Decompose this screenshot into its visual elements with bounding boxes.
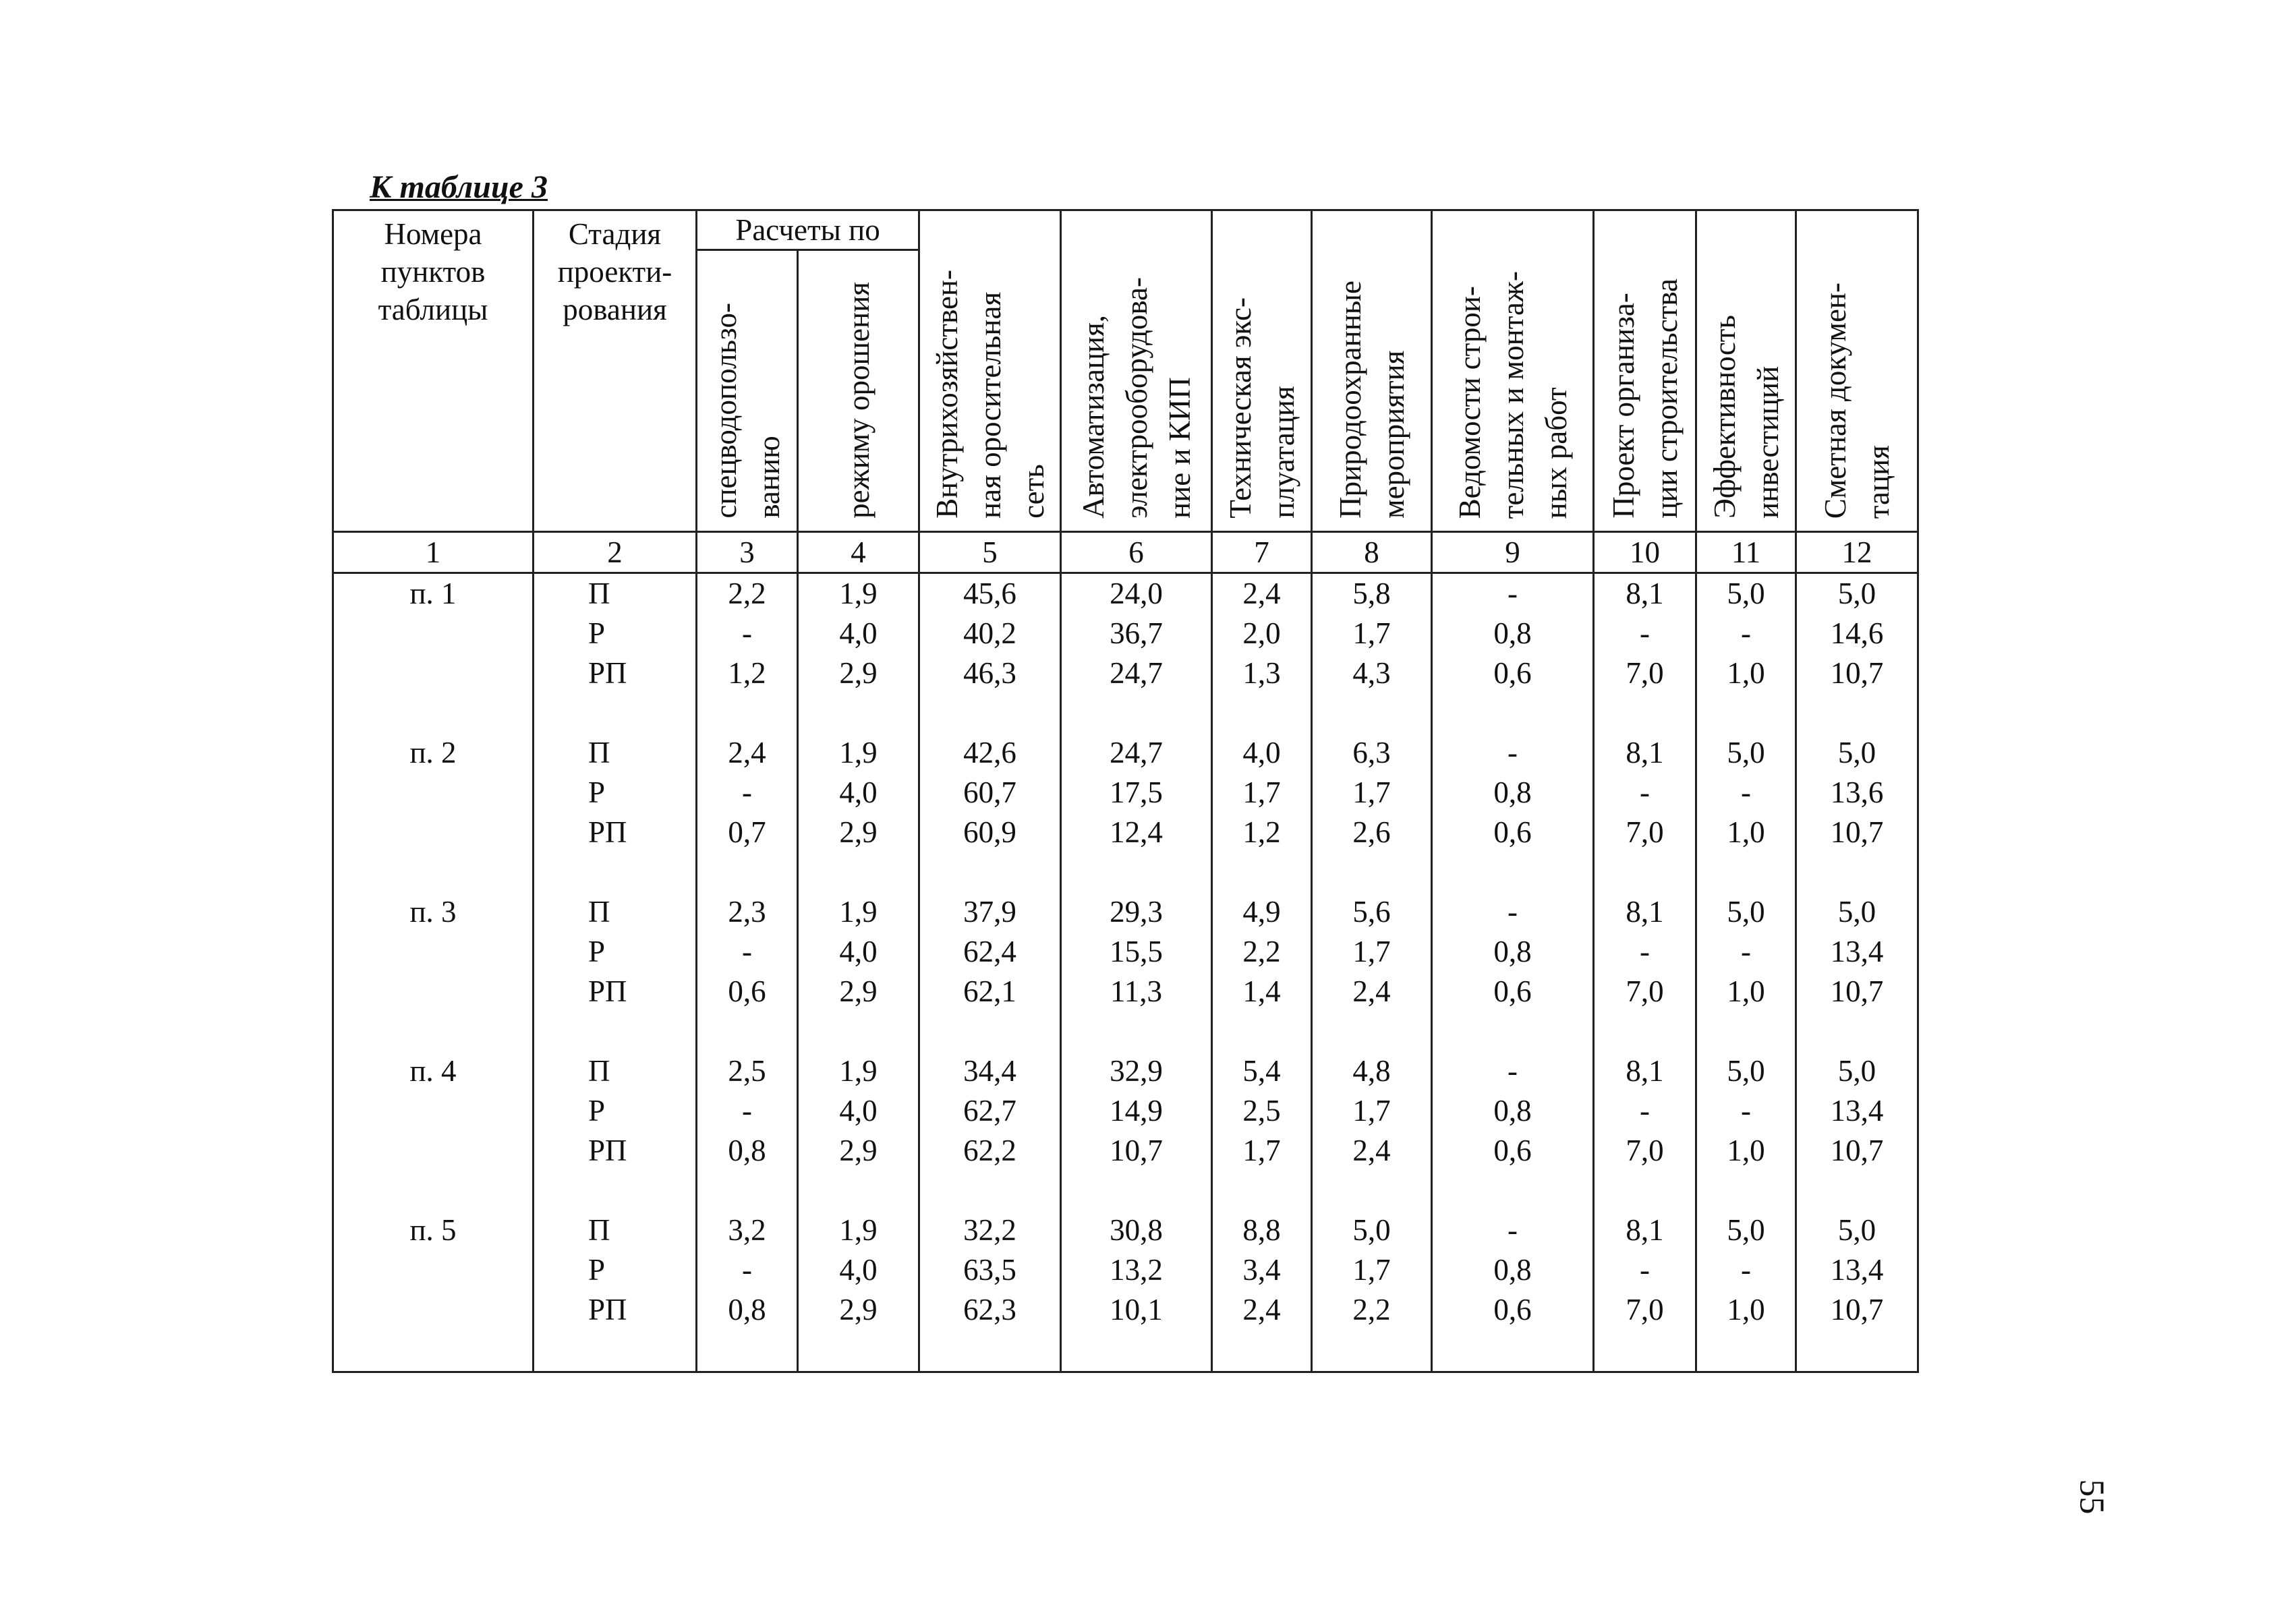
column-number: 6 <box>1061 532 1212 573</box>
header-special-water-use: спецводопользо- ванию <box>697 250 798 532</box>
special-water-use-column: 2,2 - 1,2 2,4 - 0,7 2,3 - 0,6 2,5 - 0,8 3,2 - 0,8 <box>697 573 798 1372</box>
work-statements-column: - 0,8 0,6 - 0,8 0,6 - 0,8 0,6 - 0,8 0,6 - 0,8 0,6 <box>1432 573 1594 1372</box>
technical-operation-column: 2,4 2,0 1,3 4,0 1,7 1,2 4,9 2,2 1,4 5,4 2,5 1,7 8,8 3,4 2,4 <box>1212 573 1312 1372</box>
header-design-stage: Стадия проекти- рования <box>534 210 697 532</box>
column-number: 9 <box>1432 532 1594 573</box>
irrigation-regime-column: 1,9 4,0 2,9 1,9 4,0 2,9 1,9 4,0 2,9 1,9 4,0 2,9 1,9 4,0 2,9 <box>798 573 919 1372</box>
header-irrigation-regime: режиму орошения <box>798 250 919 532</box>
data-table <box>332 209 1919 1373</box>
column-number: 5 <box>919 532 1061 573</box>
header-item-numbers: Номера пунктов таблицы <box>333 210 534 532</box>
header-investment-efficiency: Эффективность инвестиций <box>1696 210 1796 532</box>
column-number: 11 <box>1696 532 1796 573</box>
column-number: 10 <box>1594 532 1696 573</box>
construction-organization-column: 8,1 - 7,0 8,1 - 7,0 8,1 - 7,0 8,1 - 7,0 8,1 - 7,0 <box>1594 573 1696 1372</box>
automation-column: 24,0 36,7 24,7 24,7 17,5 12,4 29,3 15,5 11,3 32,9 14,9 10,7 30,8 13,2 10,1 <box>1061 573 1212 1372</box>
header-calculations-group: Расчеты по <box>697 210 919 250</box>
column-number: 8 <box>1312 532 1432 573</box>
column-numbers-row <box>333 532 1918 573</box>
column-number: 12 <box>1796 532 1918 573</box>
environmental-measures-column: 5,8 1,7 4,3 6,3 1,7 2,6 5,6 1,7 2,4 4,8 1,7 2,4 5,0 1,7 2,2 <box>1312 573 1432 1372</box>
column-number: 2 <box>534 532 697 573</box>
header-technical-operation: Техническая экс- плуатация <box>1212 210 1312 532</box>
header-estimate-documentation: Сметная докумен- тация <box>1796 210 1918 532</box>
header-construction-organization: Проект организа- ции строительства <box>1594 210 1696 532</box>
design-stage-column: П Р РП П Р РП П Р РП П Р РП П Р РП <box>534 573 697 1372</box>
estimate-documentation-column: 5,0 14,6 10,7 5,0 13,6 10,7 5,0 13,4 10,7 5,0 13,4 10,7 5,0 13,4 10,7 <box>1796 573 1918 1372</box>
header-automation: Автоматизация, электрооборудова- ние и КИП <box>1061 210 1212 532</box>
column-number: 3 <box>697 532 798 573</box>
internal-irrigation-network-column: 45,6 40,2 46,3 42,6 60,7 60,9 37,9 62,4 62,1 34,4 62,7 62,2 32,2 63,5 62,3 <box>919 573 1061 1372</box>
header-environmental-measures: Природоохранные мероприятия <box>1312 210 1432 532</box>
table-caption: К таблице 3 <box>370 169 548 205</box>
column-number: 7 <box>1212 532 1312 573</box>
header-work-statements: Ведомости строи- тельных и монтаж- ных работ <box>1432 210 1594 532</box>
column-number: 4 <box>798 532 919 573</box>
header-internal-irrigation-network: Внутрихозяйствен- ная оросительная сеть <box>919 210 1061 532</box>
investment-efficiency-column: 5,0 - 1,0 5,0 - 1,0 5,0 - 1,0 5,0 - 1,0 5,0 - 1,0 <box>1696 573 1796 1372</box>
table-body-row <box>333 573 1918 1372</box>
column-number: 1 <box>333 532 534 573</box>
item-numbers-column: п. 1 п. 2 п. 3 п. 4 п. 5 <box>333 573 534 1372</box>
page-number: 55 <box>2072 1479 2111 1515</box>
